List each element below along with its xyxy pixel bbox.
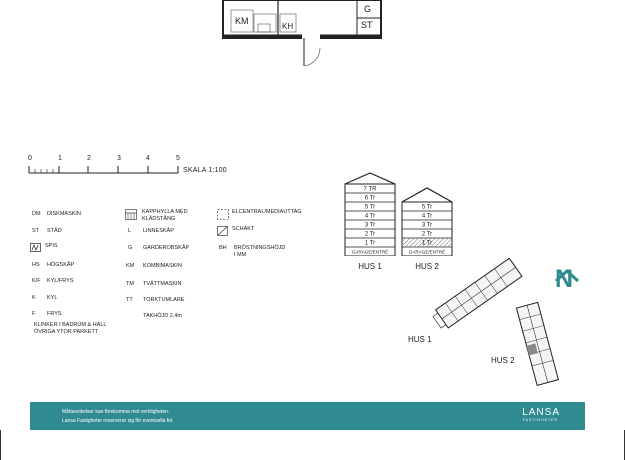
scale-bar	[28, 155, 268, 185]
brand-logo: LANSA	[522, 407, 560, 418]
scale-tick-1: 1	[58, 155, 62, 162]
hus1-section	[340, 172, 400, 272]
ceiling-height: TAKHÖJD 2,4m	[143, 313, 183, 319]
shaft-icon	[217, 226, 232, 239]
hus2-section-drawing	[397, 187, 457, 256]
legend-item: ELCENTRAL/MEDIAUTTAG	[217, 209, 302, 223]
legend-item: KM KOMBIMASKIN	[126, 263, 182, 269]
legend-item: BH BRÖSTNINGSHÖJD I MM	[219, 245, 286, 258]
floor-label: 4 Tr	[364, 213, 376, 220]
legend-item: L LINNESKÅP	[128, 228, 174, 234]
floor-label: 2 Tr	[421, 231, 433, 238]
label-g: G	[364, 4, 372, 14]
floor-label: GARAGE/ENTRÉ	[408, 249, 446, 255]
hus2-footprint	[516, 302, 558, 385]
floor-label: 5 Tr	[421, 204, 433, 211]
brand-subtitle: FASTIGHETER	[522, 418, 558, 422]
material-notes: KLINKER I BADRUM & HALL ÖVRIGA YTOR PARKETT	[34, 322, 107, 335]
floor-label: 5 Tr	[364, 204, 376, 211]
stove-icon	[30, 243, 45, 255]
label-kh: KH	[282, 22, 294, 31]
scale-ruler	[28, 163, 180, 175]
floor-plan-drawing	[222, 0, 384, 68]
floor-label: 2 Tr	[364, 231, 376, 238]
hus1-label: HUS 1	[358, 262, 382, 271]
legend-item: F FRYS	[32, 311, 62, 317]
legend-item: SPIS	[30, 243, 58, 255]
coat-rack-icon	[125, 209, 142, 223]
floor-label: 1 Tr	[421, 240, 433, 247]
scale-tick-3: 3	[117, 155, 121, 162]
footer-banner	[30, 402, 585, 430]
map-label-hus2: HUS 2	[491, 356, 515, 365]
legend-item: TT TORKTUMLARE	[126, 297, 185, 303]
scale-tick-2: 2	[87, 155, 91, 162]
legend-item: K KYL	[32, 295, 58, 301]
floor-label: 1 Tr	[364, 240, 376, 247]
footer-disclaimer-1: Måttavvikelser kan förekomma mot verkligheten.	[62, 409, 170, 415]
floor-label: 3 Tr	[421, 222, 433, 229]
legend-item: K/F KYL/FRYS	[32, 278, 74, 284]
floor-plan-fragment	[222, 0, 384, 68]
electrical-panel-icon	[217, 209, 232, 223]
legend-item: ST STÄD	[32, 228, 62, 234]
map-label-hus1: HUS 1	[408, 335, 432, 344]
page-edge-left	[0, 430, 1, 460]
legend-item: TM TVÄTTMASKIN	[126, 281, 182, 287]
site-map	[425, 258, 585, 388]
hus1-footprint	[431, 258, 522, 331]
floor-label: 7 TR	[363, 186, 377, 193]
label-km: KM	[235, 16, 249, 26]
floor-label: GARAGE/ENTRÉ	[351, 249, 389, 255]
scale-label: SKALA 1:100	[183, 167, 227, 174]
legend-item: SCHAKT	[217, 226, 254, 239]
label-st: ST	[361, 20, 373, 30]
legend-item: HS HÖGSKÅP	[32, 262, 75, 268]
legend-item: G GARDEROBSKÅP	[128, 245, 190, 251]
legend-item: KAPPHYLLA MED KLÄDSTÅNG	[125, 209, 188, 223]
floor-label: 3 Tr	[364, 222, 376, 229]
footer-disclaimer-2: Lansa Fastigheter reserverar sig för eventuella fel.	[62, 418, 174, 424]
scale-tick-0: 0	[28, 155, 32, 162]
legend-item: DM DISKMASKIN	[32, 211, 81, 217]
scale-tick-5: 5	[176, 155, 180, 162]
floor-label: 4 Tr	[421, 213, 433, 220]
scale-tick-4: 4	[146, 155, 150, 162]
hus1-section-drawing	[340, 172, 400, 256]
floor-label: 6 Tr	[364, 195, 376, 202]
hus2-label: HUS 2	[415, 262, 439, 271]
north-letter: N	[555, 265, 574, 293]
